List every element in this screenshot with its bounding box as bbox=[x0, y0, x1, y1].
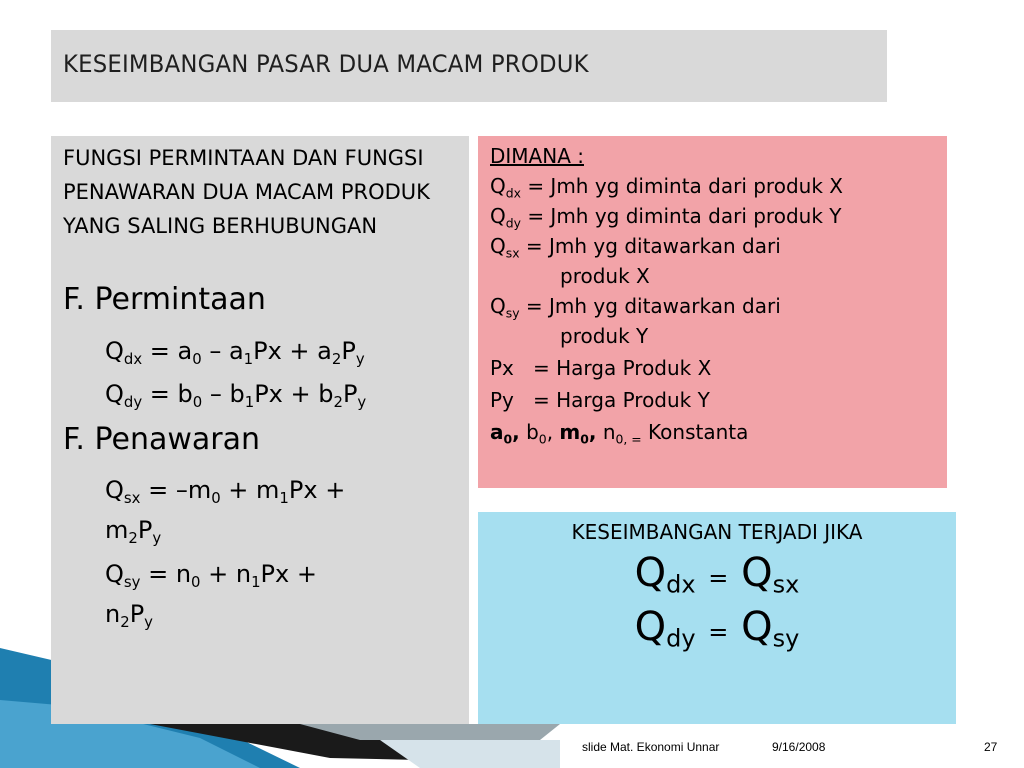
definition-qsy: $Q_{sy}$ = Jmh yg ditawarkan dari bbox=[490, 294, 781, 321]
footer-source: slide Mat. Ekonomi Unnar bbox=[582, 740, 720, 754]
definition-qdx: $Q_{dx}$ = Jmh yg diminta dari produk X bbox=[490, 174, 843, 201]
definition-constants-text: Konstanta bbox=[648, 420, 749, 444]
supply-equation-x-line1: $Q_{sx} = -m_0 + m_1Px$ + bbox=[105, 476, 346, 508]
supply-equation-y-line2: $n_2P_y$ bbox=[105, 600, 153, 632]
definition-py bbox=[490, 388, 710, 412]
footer-page-number: 27 bbox=[984, 740, 998, 754]
definition-qdx-text: = Jmh yg diminta dari produk X bbox=[527, 174, 843, 198]
definition-constants: $a_0$, $b_0$, $m_0$, $n_{0, =}$ Konstanta bbox=[490, 420, 749, 447]
footer-date: 9/16/2008 bbox=[772, 740, 826, 754]
definition-px-label: Px bbox=[490, 356, 514, 380]
demand-heading: F. Permintaan bbox=[63, 282, 266, 317]
supply-equation-y-line1: $Q_{sy} = n_0 + n_1Px$ + bbox=[105, 560, 317, 592]
definitions-heading: DIMANA : bbox=[490, 144, 584, 168]
definition-qsx-cont: produk X bbox=[560, 264, 650, 288]
definition-qdy: $Q_{dy}$ = Jmh yg diminta dari produk Y bbox=[490, 204, 842, 231]
demand-equation-y: $Q_{dy} = b_0 - b_1Px + b_2P_y$ bbox=[105, 380, 367, 412]
definition-qdy-text: = Jmh yg diminta dari produk Y bbox=[527, 204, 842, 228]
slide-title: KESEIMBANGAN PASAR DUA MACAM PRODUK bbox=[63, 50, 589, 78]
equilibrium-equation-x: $Q_{dx} = Q_{sx}$ bbox=[634, 550, 800, 599]
definition-qsx: $Q_{sx}$ = Jmh yg ditawarkan dari bbox=[490, 234, 781, 261]
definition-qsy-text: = Jmh yg ditawarkan dari bbox=[525, 294, 781, 318]
equilibrium-panel bbox=[478, 512, 956, 724]
functions-panel bbox=[51, 136, 469, 724]
definition-px-text: = Harga Produk X bbox=[532, 356, 712, 380]
decor-black-band bbox=[150, 724, 420, 760]
definition-px bbox=[490, 356, 711, 380]
definition-qsx-text: = Jmh yg ditawarkan dari bbox=[525, 234, 781, 258]
definitions-panel bbox=[478, 136, 947, 488]
definition-py-label: Py bbox=[490, 388, 514, 412]
demand-equation-x: $Q_{dx} = a_0 - a_1Px + a_2P_y$ bbox=[105, 337, 365, 369]
definition-py-text: = Harga Produk Y bbox=[532, 388, 710, 412]
functions-intro: FUNGSI PERMINTAAN DAN FUNGSI PENAWARAN DUA MACAM PRODUK YANG SALING BERHUBUNGAN bbox=[63, 146, 430, 238]
title-bar bbox=[51, 30, 887, 102]
supply-heading: F. Penawaran bbox=[63, 422, 261, 457]
equilibrium-equation-y: $Q_{dy} = Q_{sy}$ bbox=[634, 604, 800, 653]
supply-equation-x-line2: $m_2P_y$ bbox=[105, 516, 162, 548]
definition-qsy-cont: produk Y bbox=[560, 324, 649, 348]
equilibrium-heading: KESEIMBANGAN TERJADI JIKA bbox=[571, 520, 863, 544]
decor-grey-band bbox=[300, 724, 560, 740]
decor-light-band bbox=[380, 740, 560, 768]
